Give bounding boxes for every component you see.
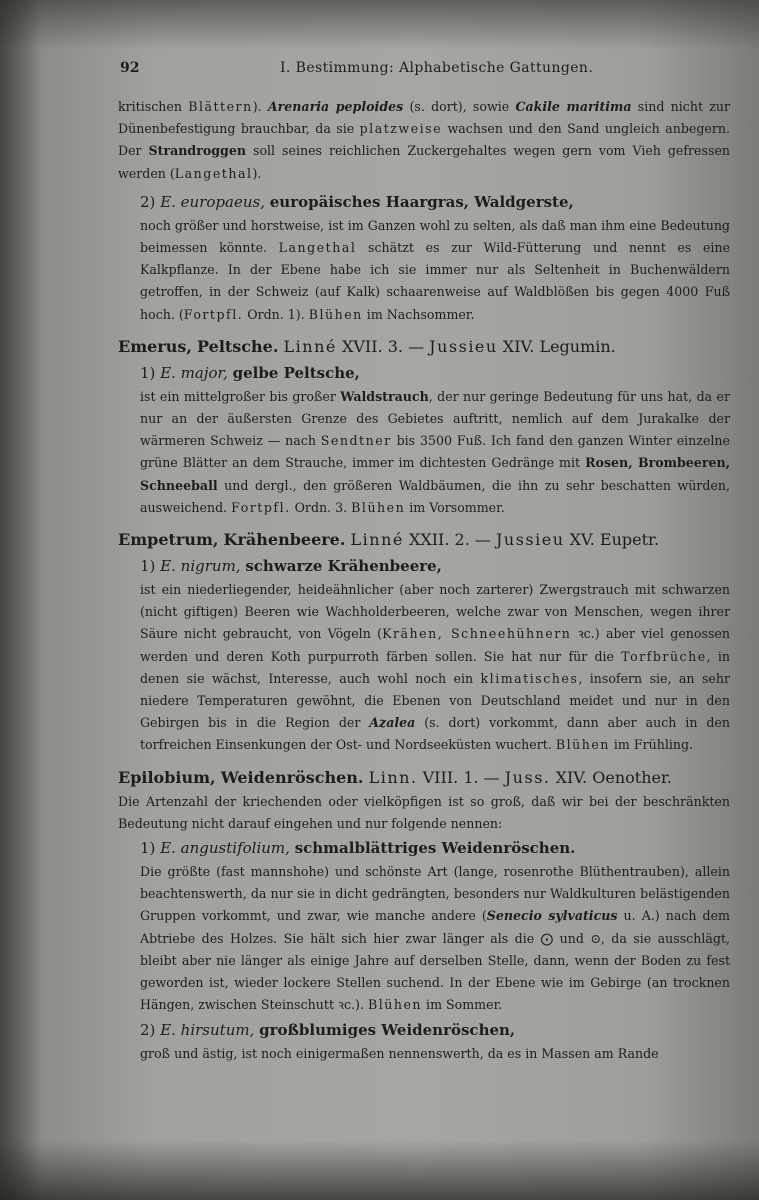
text-run: , insofern sie, an sehr niedere Temperaturen gewöhnt, die Ebenen von Deutschland meidet und nur in den Gebirgen bis in die Region der bbox=[140, 670, 730, 731]
genus-german: Krähenbeere. bbox=[223, 530, 346, 550]
species-number: 2) bbox=[140, 192, 156, 211]
text-run: wachsen und den Sand ungleich anbegern. Der bbox=[118, 121, 730, 159]
spaced-term: klimatisches bbox=[480, 670, 579, 686]
species-description bbox=[118, 386, 730, 519]
species-number: 1) bbox=[140, 839, 156, 858]
continuation-paragraph bbox=[118, 96, 730, 185]
page-header bbox=[120, 60, 680, 80]
text-run: kritischen bbox=[118, 99, 189, 114]
spaced-term: platzweise bbox=[359, 121, 443, 137]
text-run: soll seines reichlichen Zuckergehaltes wegen gern vom Vieh gefressen werden ( bbox=[118, 143, 731, 181]
spaced-term: Fortpfl. bbox=[183, 306, 244, 322]
dash: — bbox=[408, 336, 425, 356]
text-run: Die größte (fast mannshohe) und schönste Art (lange, rosenrothe Blüthentrauben), allein beachtenswerth, da nur sie in dicht gedrängten, besonders nur Waldkulturen belästigenden Gruppen vorkommt, und zwar, wie manche andere ( bbox=[140, 864, 730, 924]
spaced-term: Langethal bbox=[174, 165, 253, 181]
text-run: sind nicht zur Dünenbefestigung brauchbar, da sie bbox=[118, 99, 730, 137]
species-latin: E. europaeus, bbox=[160, 192, 265, 211]
species-number: 1) bbox=[140, 363, 156, 382]
text-run: ). bbox=[252, 99, 268, 114]
species-name: großblumiges Weidenröschen, bbox=[259, 1020, 516, 1039]
genus-heading-empetrum bbox=[118, 527, 730, 553]
bold-term: Strandroggen bbox=[148, 143, 247, 159]
dash: — bbox=[483, 767, 500, 787]
species-heading bbox=[118, 189, 730, 215]
species-description: groß und ästig, ist noch einigermaßen nennenswerth, da es in Massen am Rande bbox=[140, 1045, 659, 1061]
linne-label: Linn. bbox=[368, 767, 418, 787]
jussieu-class: XIV. Legumin. bbox=[502, 336, 616, 356]
text-run: (s. dort), sowie bbox=[403, 99, 516, 114]
species-latin: E. nigrum, bbox=[160, 557, 241, 576]
text-run: (s. dort) vorkommt, dann aber auch in den torfreichen Einsenkungen der Ost- und Nordseeküsten wuchert. bbox=[140, 715, 730, 753]
text-run: im Frühling. bbox=[609, 737, 694, 753]
text-run: Ordn. 1). bbox=[243, 306, 309, 322]
jussieu-label: Jussieu bbox=[429, 336, 498, 356]
species-latin: E. hirsutum, bbox=[160, 1020, 255, 1039]
linne-label: Linné bbox=[350, 530, 404, 550]
text-run: noch größer und horstweise, ist im Ganzen wohl zu selten, als daß man ihm eine Bedeutung beimessen könnte. bbox=[140, 217, 730, 256]
text-run: ). bbox=[252, 165, 262, 181]
spaced-term: Torfbrüche bbox=[621, 648, 707, 664]
spaced-term: Sendtner bbox=[320, 433, 392, 449]
spaced-term: Langethal bbox=[278, 240, 357, 256]
page-gutter-shadow bbox=[0, 0, 40, 1200]
species-number: 2) bbox=[140, 1020, 156, 1039]
jussieu-class: XV. Eupetr. bbox=[569, 530, 660, 550]
spaced-term: Blühen bbox=[367, 997, 423, 1013]
genus-latin: Emerus, bbox=[118, 336, 192, 356]
page-top-shadow bbox=[0, 0, 759, 50]
spaced-term: Krähen, Schneehühnern bbox=[382, 626, 572, 642]
linne-label: Linné bbox=[283, 336, 337, 356]
jussieu-class: XIV. Oenother. bbox=[555, 767, 672, 787]
species-number: 1) bbox=[140, 557, 156, 576]
species-name: europäisches Haargras, Waldgerste, bbox=[269, 192, 574, 211]
spaced-term: Blühen bbox=[308, 306, 363, 322]
text-run: , der nur geringe Bedeutung für uns hat, da er nur an der äußersten Grenze des Gebietes auftritt, nemlich auf dem Jurakalke der wärmeren Schweiz — nach bbox=[140, 388, 730, 449]
species-heading bbox=[118, 360, 730, 386]
bold-term: Waldstrauch bbox=[340, 388, 429, 404]
latin-name: Cakile maritima bbox=[515, 99, 632, 114]
species-description bbox=[118, 861, 730, 1016]
text-run: ist ein mittelgroßer bis großer bbox=[140, 388, 341, 404]
text-run: bis 3500 Fuß. Ich fand den ganzen Winter einzelne grüne Blätter an dem Strauche, immer im dichtesten Gedränge mit bbox=[140, 433, 730, 471]
species-name: schmalblättriges Weidenröschen. bbox=[294, 839, 576, 858]
text-run: im Nachsommer. bbox=[362, 306, 475, 322]
species-heading bbox=[118, 835, 730, 861]
species-description bbox=[118, 215, 730, 326]
text-run: ist ein niederliegender, heideähnlicher (aber noch zarterer) Zwergstrauch mit schwarzen (nicht giftigen) Beeren wie Wachholderbeeren, welche zwar von Menschen, wegen ihrer Säure nicht gebraucht, von Vögeln ( bbox=[140, 582, 730, 642]
spaced-term: Blühen bbox=[351, 499, 406, 515]
species-name: gelbe Peltsche, bbox=[232, 363, 360, 382]
spaced-term: Blättern bbox=[188, 99, 253, 114]
jussieu-label: Juss. bbox=[504, 767, 551, 787]
page-bottom-shadow bbox=[0, 1140, 759, 1200]
genus-intro: Die Artenzahl der kriechenden oder vielköpfigen ist so groß, daß wir bei der beschränkten Bedeutung nicht darauf eingehen und nur folgende nennen: bbox=[118, 793, 730, 831]
species-name: schwarze Krähenbeere, bbox=[245, 557, 442, 576]
text-run: Ordn. 3. bbox=[290, 499, 352, 515]
linne-class: XVII. 3. bbox=[341, 336, 403, 356]
text-run: , in denen sie wächst, Interesse, auch wohl noch ein bbox=[140, 648, 730, 686]
genus-heading-emerus bbox=[118, 334, 730, 360]
text-run: im Sommer. bbox=[422, 997, 503, 1013]
linne-class: VIII. 1. bbox=[422, 767, 479, 787]
species-heading bbox=[118, 553, 730, 579]
species-heading bbox=[118, 1017, 730, 1043]
latin-name: Azalea bbox=[369, 715, 416, 731]
jussieu-label: Jussieu bbox=[495, 530, 565, 550]
genus-latin: Empetrum, bbox=[118, 530, 219, 550]
genus-heading-epilobium bbox=[118, 765, 730, 791]
genus-german: Weidenröschen. bbox=[220, 767, 364, 787]
spaced-term: Fortpfl. bbox=[231, 499, 291, 515]
text-run: im Vorsommer. bbox=[405, 499, 505, 515]
spaced-term: Blühen bbox=[555, 737, 610, 753]
text-run: u. A.) nach dem Abtriebe des Holzes. Sie hält sich hier zwar länger als die ⨀ und ⊙, da sie ausschlägt, bleibt aber nie länger als einige Jahre auf derselben Stelle, dann, wenn der Boden zu fest geworden ist, wieder lockere Stellen suchend. In der Ebene wie im Gebirge (an trocknen Hängen, zwischen Steinschutt ꝛc.). bbox=[140, 908, 730, 1013]
bold-term: Rosen, Brombeeren, Schneeball bbox=[140, 455, 731, 493]
page-number: 92 bbox=[120, 60, 140, 76]
dash: — bbox=[474, 530, 491, 550]
page-body bbox=[118, 96, 730, 1065]
text-run: und dergl., den größeren Waldbäumen, die ihn zu sehr beschatten würden, ausweichend. bbox=[140, 477, 730, 515]
running-head: I. Bestimmung: Alphabetische Gattungen. bbox=[280, 60, 594, 76]
text-run: ꝛc.) aber viel genossen werden und deren Koth purpurroth färben sollen. Sie hat nur für die bbox=[140, 626, 730, 664]
latin-name: Senecio sylvaticus bbox=[486, 908, 618, 924]
text-run: schätzt es zur Wild-Fütterung und nennt es eine Kalkpflanze. In der Ebene habe ich sie immer nur als Seltenheit in Buchenwäldern getroffen, in der Schweiz (auf Kalk) schaarenweise auf Waldblößen bis gegen 4000 Fuß hoch. ( bbox=[140, 240, 731, 322]
latin-name: Arenaria peploides bbox=[267, 99, 404, 114]
linne-class: XXII. 2. bbox=[408, 530, 470, 550]
species-latin: E. major, bbox=[160, 363, 228, 382]
genus-latin: Epilobium, bbox=[118, 767, 216, 787]
species-description bbox=[118, 579, 730, 757]
species-latin: E. angustifolium, bbox=[160, 839, 290, 858]
genus-german: Peltsche. bbox=[197, 336, 279, 356]
